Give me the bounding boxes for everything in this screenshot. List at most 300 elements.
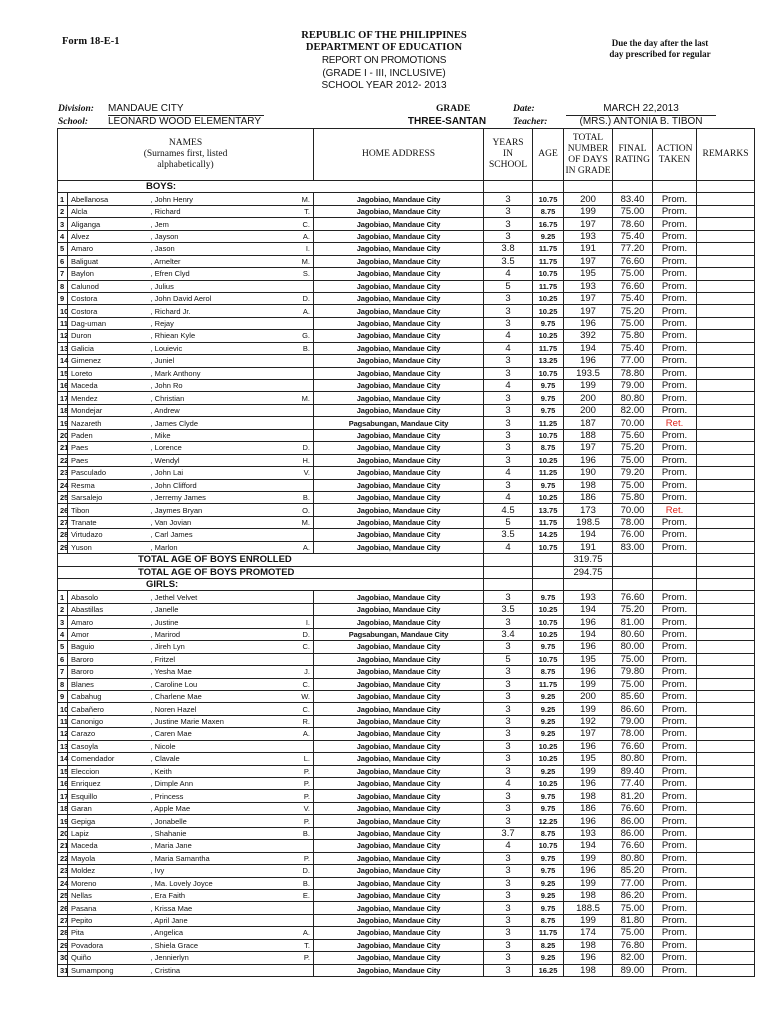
table-row	[58, 380, 755, 392]
days-in-grade: 194	[564, 342, 613, 354]
remarks	[697, 690, 755, 702]
remarks	[697, 964, 755, 976]
surname: Tibon	[68, 504, 151, 516]
final-rating: 82.00	[613, 952, 653, 964]
surname: Lapiz	[68, 827, 151, 839]
action-taken: Prom.	[653, 292, 697, 304]
first-name: , John Ro	[151, 380, 271, 392]
first-name-text: Cristina	[154, 965, 181, 975]
age: 9.25	[533, 877, 564, 889]
days-in-grade: 174	[564, 927, 613, 939]
age: 9.75	[533, 392, 564, 404]
years-in-school: 3	[484, 355, 533, 367]
surname: Paes	[68, 442, 151, 454]
remarks	[697, 877, 755, 889]
days-in-grade: 198	[564, 939, 613, 951]
surname: Pita	[68, 927, 151, 939]
final-rating: 75.00	[613, 205, 653, 217]
empty-cell	[653, 579, 697, 591]
years-in-school: 3	[484, 952, 533, 964]
final-rating: 75.40	[613, 292, 653, 304]
final-rating: 77.00	[613, 355, 653, 367]
first-name: , Keith	[151, 765, 271, 777]
remarks	[697, 628, 755, 640]
years-in-school: 4	[484, 467, 533, 479]
empty-cell	[564, 579, 613, 591]
age: 14.25	[533, 529, 564, 541]
remarks	[697, 467, 755, 479]
middle-initial: D.	[271, 292, 314, 304]
surname: Maceda	[68, 840, 151, 852]
middle-initial: C.	[271, 641, 314, 653]
surname: Baroro	[68, 666, 151, 678]
days-in-grade: 199	[564, 380, 613, 392]
age: 10.25	[533, 628, 564, 640]
days-in-grade: 197	[564, 292, 613, 304]
age: 10.25	[533, 740, 564, 752]
col-remarks: REMARKS	[697, 129, 755, 181]
years-in-school: 3	[484, 292, 533, 304]
age: 10.25	[533, 753, 564, 765]
days-in-grade: 196	[564, 616, 613, 628]
surname: Alvez	[68, 230, 151, 242]
years-in-school: 3	[484, 927, 533, 939]
first-name-text: Marlon	[154, 542, 178, 552]
first-name: , Jennierlyn	[151, 952, 271, 964]
days-in-grade: 196	[564, 865, 613, 877]
surname: Baliguat	[68, 255, 151, 267]
final-rating: 79.00	[613, 380, 653, 392]
home-address: Jagobiao, Mandaue City	[314, 616, 484, 628]
first-name-text: Angelica	[154, 928, 184, 938]
first-name-text: Keith	[154, 766, 172, 776]
table-row	[58, 653, 755, 665]
first-name-text: Maria Jane	[154, 841, 192, 851]
remarks	[697, 653, 755, 665]
remarks	[697, 529, 755, 541]
final-rating: 77.40	[613, 778, 653, 790]
empty-cell	[653, 566, 697, 578]
first-name-text: Era Faith	[154, 891, 186, 901]
row-number: 16	[58, 778, 68, 790]
first-name-text: Jethel Velvet	[154, 592, 198, 602]
action-taken: Prom.	[653, 342, 697, 354]
remarks	[697, 865, 755, 877]
years-in-school: 4	[484, 268, 533, 280]
first-name: , Julius	[151, 280, 271, 292]
first-name: , John Lai	[151, 467, 271, 479]
age: 9.25	[533, 715, 564, 727]
table-row	[58, 504, 755, 516]
surname: Alcla	[68, 205, 151, 217]
surname: Sarsalejo	[68, 491, 151, 503]
col-years-in-school: YEARS IN SCHOOL	[484, 129, 533, 181]
table-row	[58, 840, 755, 852]
home-address: Jagobiao, Mandaue City	[314, 802, 484, 814]
first-name-text: Justine Marie Maxen	[154, 717, 224, 727]
final-rating: 85.60	[613, 690, 653, 702]
days-in-grade: 173	[564, 504, 613, 516]
middle-initial: C.	[271, 218, 314, 230]
row-number: 27	[58, 914, 68, 926]
row-number: 21	[58, 840, 68, 852]
action-taken: Prom.	[653, 753, 697, 765]
action-taken: Prom.	[653, 392, 697, 404]
row-number: 25	[58, 491, 68, 503]
table-row	[58, 964, 755, 976]
row-number: 1	[58, 591, 68, 603]
first-name-text: Juniel	[154, 356, 175, 366]
row-number: 20	[58, 429, 68, 441]
home-address: Jagobiao, Mandaue City	[314, 280, 484, 292]
surname: Dag-uman	[68, 317, 151, 329]
action-taken: Prom.	[653, 641, 697, 653]
first-name-text: James Clyde	[154, 418, 199, 428]
action-taken: Prom.	[653, 728, 697, 740]
home-address: Jagobiao, Mandaue City	[314, 902, 484, 914]
first-name-text: Jayson	[154, 231, 179, 241]
years-in-school: 3	[484, 454, 533, 466]
middle-initial: P.	[271, 790, 314, 802]
final-rating: 78.00	[613, 516, 653, 528]
surname: Costora	[68, 292, 151, 304]
days-in-grade: 196	[564, 454, 613, 466]
age: 11.25	[533, 467, 564, 479]
first-name-text: Wendyl	[154, 455, 180, 465]
row-number: 6	[58, 653, 68, 665]
middle-initial: B.	[271, 491, 314, 503]
home-address: Jagobiao, Mandaue City	[314, 355, 484, 367]
final-rating: 75.20	[613, 603, 653, 615]
final-rating: 86.60	[613, 703, 653, 715]
home-address: Jagobiao, Mandaue City	[314, 205, 484, 217]
home-address: Jagobiao, Mandaue City	[314, 591, 484, 603]
first-name-text: Dimple Ann	[154, 779, 194, 789]
home-address: Jagobiao, Mandaue City	[314, 218, 484, 230]
action-taken: Prom.	[653, 193, 697, 205]
first-name: , Cristina	[151, 964, 271, 976]
total-boys-promoted-label: TOTAL AGE OF BOYS PROMOTED	[58, 566, 484, 578]
action-taken: Prom.	[653, 778, 697, 790]
surname: Resma	[68, 479, 151, 491]
col-names: NAMES (Surnames first, listed alphabetically)	[58, 129, 314, 181]
empty-cell	[564, 181, 613, 193]
first-name: , Maria Jane	[151, 840, 271, 852]
action-taken: Prom.	[653, 529, 697, 541]
surname: Casoyla	[68, 740, 151, 752]
row-number: 15	[58, 765, 68, 777]
row-number: 2	[58, 205, 68, 217]
action-taken: Prom.	[653, 404, 697, 416]
first-name-text: Princess	[154, 791, 184, 801]
empty-cell	[484, 579, 533, 591]
surname: Baroro	[68, 653, 151, 665]
middle-initial	[271, 902, 314, 914]
first-name: , Christian	[151, 392, 271, 404]
surname: Enriquez	[68, 778, 151, 790]
years-in-school: 3	[484, 703, 533, 715]
middle-initial	[271, 479, 314, 491]
final-rating: 76.60	[613, 740, 653, 752]
first-name: , Rhiean Kyle	[151, 330, 271, 342]
age: 9.75	[533, 641, 564, 653]
first-name: , Era Faith	[151, 889, 271, 901]
days-in-grade: 199	[564, 765, 613, 777]
home-address: Jagobiao, Mandaue City	[314, 852, 484, 864]
surname: Mayola	[68, 852, 151, 864]
days-in-grade: 196	[564, 952, 613, 964]
empty-cell	[484, 566, 533, 578]
empty-cell	[653, 554, 697, 566]
first-name-text: Krissa Mae	[154, 903, 193, 913]
days-in-grade: 190	[564, 467, 613, 479]
days-in-grade: 193	[564, 280, 613, 292]
age: 9.25	[533, 728, 564, 740]
first-name-text: Charlene Mae	[154, 692, 202, 702]
home-address: Jagobiao, Mandaue City	[314, 827, 484, 839]
final-rating: 70.00	[613, 417, 653, 429]
table-row	[58, 342, 755, 354]
years-in-school: 3	[484, 790, 533, 802]
first-name-text: Lorence	[154, 443, 182, 453]
home-address: Jagobiao, Mandaue City	[314, 243, 484, 255]
table-row	[58, 889, 755, 901]
middle-initial: M.	[271, 392, 314, 404]
surname: Abellanosa	[68, 193, 151, 205]
remarks	[697, 728, 755, 740]
age: 10.25	[533, 454, 564, 466]
table-row	[58, 541, 755, 553]
table-row	[58, 902, 755, 914]
remarks	[697, 778, 755, 790]
first-name-text: Mark Anthony	[154, 368, 201, 378]
action-taken: Ret.	[653, 417, 697, 429]
years-in-school: 3	[484, 230, 533, 242]
days-in-grade: 196	[564, 641, 613, 653]
remarks	[697, 852, 755, 864]
home-address: Jagobiao, Mandaue City	[314, 367, 484, 379]
years-in-school: 4.5	[484, 504, 533, 516]
age: 10.25	[533, 491, 564, 503]
age: 9.25	[533, 703, 564, 715]
action-taken: Prom.	[653, 330, 697, 342]
age: 11.75	[533, 342, 564, 354]
first-name: , Shahanie	[151, 827, 271, 839]
middle-initial: P.	[271, 778, 314, 790]
remarks	[697, 479, 755, 491]
row-number: 12	[58, 728, 68, 740]
age: 9.75	[533, 802, 564, 814]
first-name-text: Yesha Mae	[154, 667, 192, 677]
days-in-grade: 187	[564, 417, 613, 429]
middle-initial: D.	[271, 442, 314, 454]
row-number: 21	[58, 442, 68, 454]
middle-initial	[271, 280, 314, 292]
first-name-text: Efren Clyd	[154, 269, 190, 279]
surname: Mondejar	[68, 404, 151, 416]
remarks	[697, 541, 755, 553]
first-name-text: Richard	[154, 207, 181, 217]
days-in-grade: 199	[564, 852, 613, 864]
age: 10.25	[533, 603, 564, 615]
row-number: 29	[58, 939, 68, 951]
action-taken: Prom.	[653, 865, 697, 877]
action-taken: Prom.	[653, 205, 697, 217]
home-address: Jagobiao, Mandaue City	[314, 429, 484, 441]
table-row	[58, 939, 755, 951]
action-taken: Prom.	[653, 902, 697, 914]
surname: Amaro	[68, 616, 151, 628]
home-address: Jagobiao, Mandaue City	[314, 840, 484, 852]
days-in-grade: 196	[564, 317, 613, 329]
years-in-school: 3	[484, 914, 533, 926]
age: 9.25	[533, 230, 564, 242]
age: 11.25	[533, 417, 564, 429]
first-name: , Jonabelle	[151, 815, 271, 827]
first-name-text: Rejay	[154, 319, 174, 329]
middle-initial	[271, 653, 314, 665]
surname: Amaro	[68, 243, 151, 255]
first-name: , Jerremy James	[151, 491, 271, 503]
middle-initial: V.	[271, 467, 314, 479]
empty-cell	[533, 579, 564, 591]
row-number: 14	[58, 355, 68, 367]
age: 8.75	[533, 205, 564, 217]
action-taken: Prom.	[653, 889, 697, 901]
remarks	[697, 280, 755, 292]
age: 16.25	[533, 964, 564, 976]
row-number: 7	[58, 666, 68, 678]
action-taken: Prom.	[653, 380, 697, 392]
age: 9.75	[533, 902, 564, 914]
table-row	[58, 865, 755, 877]
age: 9.75	[533, 591, 564, 603]
action-taken: Prom.	[653, 280, 697, 292]
remarks	[697, 914, 755, 926]
final-rating: 75.00	[613, 653, 653, 665]
empty-cell	[484, 554, 533, 566]
years-in-school: 3	[484, 429, 533, 441]
form-number: Form 18-E-1	[62, 36, 120, 47]
action-taken: Prom.	[653, 317, 697, 329]
final-rating: 86.00	[613, 815, 653, 827]
row-number: 28	[58, 927, 68, 939]
days-in-grade: 197	[564, 255, 613, 267]
first-name-text: Ma. Lovely Joyce	[154, 878, 213, 888]
first-name-text: Jerremy James	[154, 493, 206, 503]
days-in-grade: 196	[564, 778, 613, 790]
years-in-school: 3	[484, 218, 533, 230]
surname: Aliganga	[68, 218, 151, 230]
days-in-grade: 198	[564, 790, 613, 802]
action-taken: Prom.	[653, 516, 697, 528]
first-name: , Justine	[151, 616, 271, 628]
first-name-text: Mike	[154, 430, 171, 440]
first-name: , Shiela Grace	[151, 939, 271, 951]
final-rating: 76.60	[613, 802, 653, 814]
age: 9.75	[533, 852, 564, 864]
surname: Cabañero	[68, 703, 151, 715]
age: 12.25	[533, 815, 564, 827]
middle-initial: B.	[271, 877, 314, 889]
first-name: , Richard	[151, 205, 271, 217]
days-in-grade: 191	[564, 541, 613, 553]
home-address: Jagobiao, Mandaue City	[314, 442, 484, 454]
final-rating: 75.00	[613, 902, 653, 914]
home-address: Jagobiao, Mandaue City	[314, 479, 484, 491]
row-number: 26	[58, 504, 68, 516]
years-in-school: 4	[484, 541, 533, 553]
remarks	[697, 305, 755, 317]
years-in-school: 4	[484, 840, 533, 852]
final-rating: 70.00	[613, 504, 653, 516]
surname: Quiño	[68, 952, 151, 964]
middle-initial	[271, 355, 314, 367]
years-in-school: 3	[484, 193, 533, 205]
empty-cell	[697, 566, 755, 578]
surname: Duron	[68, 330, 151, 342]
action-taken: Prom.	[653, 765, 697, 777]
action-taken: Prom.	[653, 628, 697, 640]
final-rating: 78.80	[613, 367, 653, 379]
first-name: , Noren Hazel	[151, 703, 271, 715]
years-in-school: 3	[484, 479, 533, 491]
table-row	[58, 616, 755, 628]
home-address: Jagobiao, Mandaue City	[314, 889, 484, 901]
surname: Moreno	[68, 877, 151, 889]
years-in-school: 3	[484, 802, 533, 814]
days-in-grade: 200	[564, 392, 613, 404]
table-row	[58, 666, 755, 678]
remarks	[697, 429, 755, 441]
remarks	[697, 827, 755, 839]
final-rating: 75.20	[613, 442, 653, 454]
days-in-grade: 198	[564, 479, 613, 491]
years-in-school: 4	[484, 380, 533, 392]
table-row	[58, 479, 755, 491]
days-in-grade: 192	[564, 715, 613, 727]
days-in-grade: 193	[564, 827, 613, 839]
row-number: 5	[58, 641, 68, 653]
surname: Comendador	[68, 753, 151, 765]
final-rating: 75.00	[613, 317, 653, 329]
remarks	[697, 715, 755, 727]
teacher-value: (MRS.) ANTONIA B. TIBON	[566, 116, 716, 129]
first-name-text: Jaymes Bryan	[154, 505, 203, 515]
home-address: Jagobiao, Mandaue City	[314, 516, 484, 528]
row-number: 27	[58, 516, 68, 528]
first-name-text: Shiela Grace	[154, 940, 199, 950]
header-grade-range: (GRADE I - III, INCLUSIVE)	[322, 68, 446, 79]
remarks	[697, 392, 755, 404]
age: 10.75	[533, 541, 564, 553]
table-row	[58, 690, 755, 702]
table-row	[58, 467, 755, 479]
boys-section-label: BOYS:	[58, 181, 484, 193]
first-name-text: Richard Jr.	[154, 306, 191, 316]
home-address: Jagobiao, Mandaue City	[314, 653, 484, 665]
home-address: Jagobiao, Mandaue City	[314, 678, 484, 690]
table-row	[58, 778, 755, 790]
home-address: Jagobiao, Mandaue City	[314, 392, 484, 404]
row-number: 9	[58, 292, 68, 304]
due-note-line1: Due the day after the last	[611, 38, 709, 48]
years-in-school: 3	[484, 715, 533, 727]
remarks	[697, 516, 755, 528]
first-name: , Janelle	[151, 603, 271, 615]
years-in-school: 3	[484, 317, 533, 329]
table-row	[58, 628, 755, 640]
